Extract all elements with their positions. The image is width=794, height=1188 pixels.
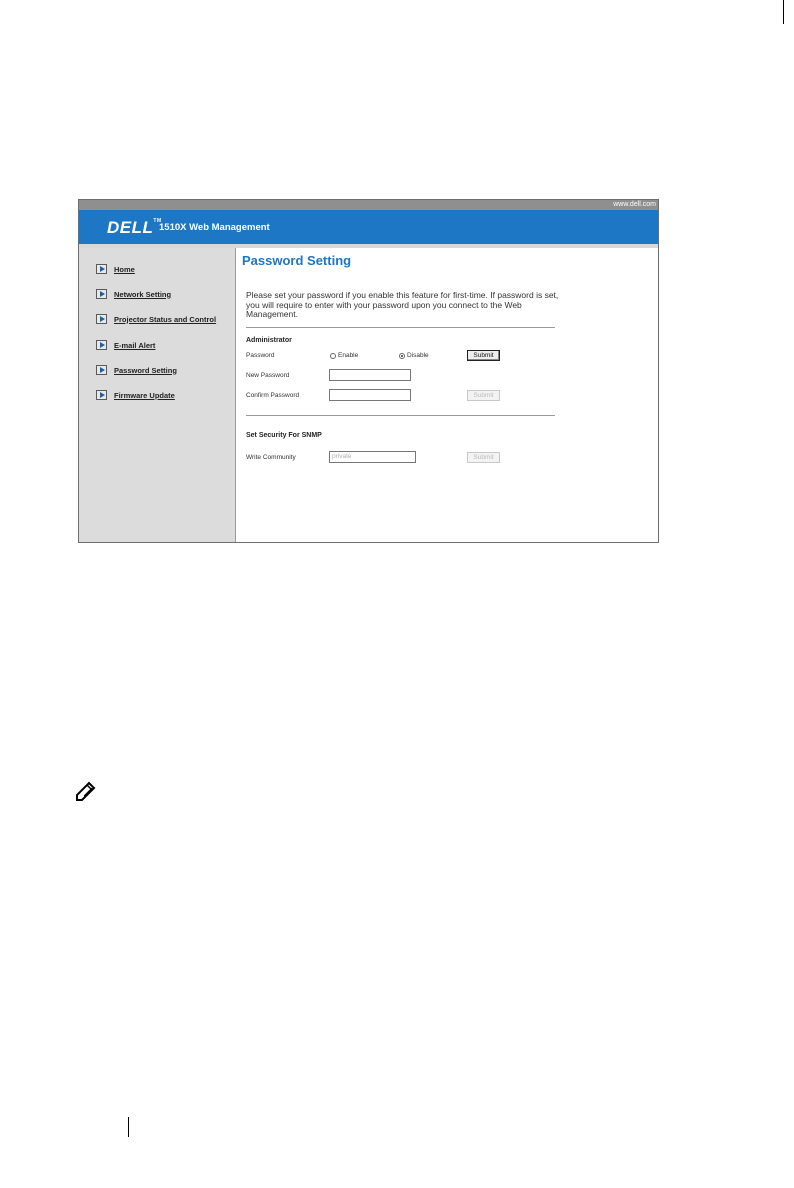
divider — [246, 415, 555, 416]
write-community-input[interactable]: private — [329, 451, 416, 463]
disable-radio[interactable] — [399, 352, 429, 359]
new-password-input[interactable] — [329, 369, 411, 381]
play-arrow-icon — [96, 264, 107, 274]
snmp-heading: Set Security For SNMP — [246, 432, 322, 439]
confirm-password-label: Confirm Password — [246, 392, 300, 399]
radio-circle-selected[interactable] — [399, 353, 405, 359]
sidebar-item-home[interactable] — [96, 262, 135, 276]
sidebar-item-password-setting[interactable] — [96, 363, 177, 377]
play-arrow-icon — [96, 314, 107, 324]
sidebar — [79, 248, 236, 542]
pencil-note-icon — [74, 779, 100, 803]
play-arrow-icon — [96, 289, 107, 299]
web-management-window — [78, 199, 659, 543]
sidebar-item-label[interactable]: Home — [114, 264, 135, 274]
sidebar-item-firmware-update[interactable] — [96, 388, 175, 402]
header-banner — [79, 210, 658, 244]
dell-logo — [107, 218, 162, 238]
disable-label: Disable — [407, 352, 429, 359]
write-community-label: Write Community — [246, 454, 296, 461]
enable-label: Enable — [338, 352, 359, 359]
sidebar-item-label[interactable]: E-mail Alert — [114, 340, 156, 350]
new-password-label: New Password — [246, 372, 290, 379]
radio-circle[interactable] — [330, 353, 336, 359]
logo-trademark: TM — [153, 218, 162, 224]
sidebar-item-label[interactable]: Password Setting — [114, 365, 177, 375]
play-arrow-icon — [96, 365, 107, 375]
page-description: Please set your password if you enable this feature for first-time. If password is set, you will require to enter with your password upon you connect to the Web Management. — [246, 290, 559, 319]
sidebar-item-email-alert[interactable] — [96, 338, 155, 352]
password-submit-button[interactable]: Submit — [467, 350, 500, 361]
confirm-password-input[interactable] — [329, 389, 411, 401]
enable-radio[interactable] — [330, 352, 358, 359]
top-strip — [79, 200, 658, 210]
product-title: 1510X Web Management — [159, 222, 270, 233]
sidebar-item-label[interactable]: Network Setting — [114, 289, 172, 299]
snmp-submit-button[interactable]: Submit — [467, 452, 500, 463]
sidebar-item-label[interactable]: Projector Status and Control — [114, 314, 217, 324]
page-title: Password Setting — [242, 253, 352, 268]
crop-mark — [783, 0, 784, 24]
main-content — [236, 248, 658, 542]
confirm-submit-button[interactable]: Submit — [467, 390, 500, 401]
administrator-heading: Administrator — [246, 337, 292, 344]
password-label: Password — [246, 352, 275, 359]
sidebar-item-projector-status[interactable] — [96, 312, 216, 326]
footer-divider — [128, 1117, 129, 1137]
divider — [246, 327, 555, 328]
play-arrow-icon — [96, 340, 107, 350]
logo-text: DELL — [107, 218, 154, 237]
play-arrow-icon — [96, 390, 107, 400]
sidebar-item-network-setting[interactable] — [96, 287, 171, 301]
site-url[interactable]: www.dell.com — [613, 201, 656, 208]
sidebar-item-label[interactable]: Firmware Update — [114, 390, 175, 400]
